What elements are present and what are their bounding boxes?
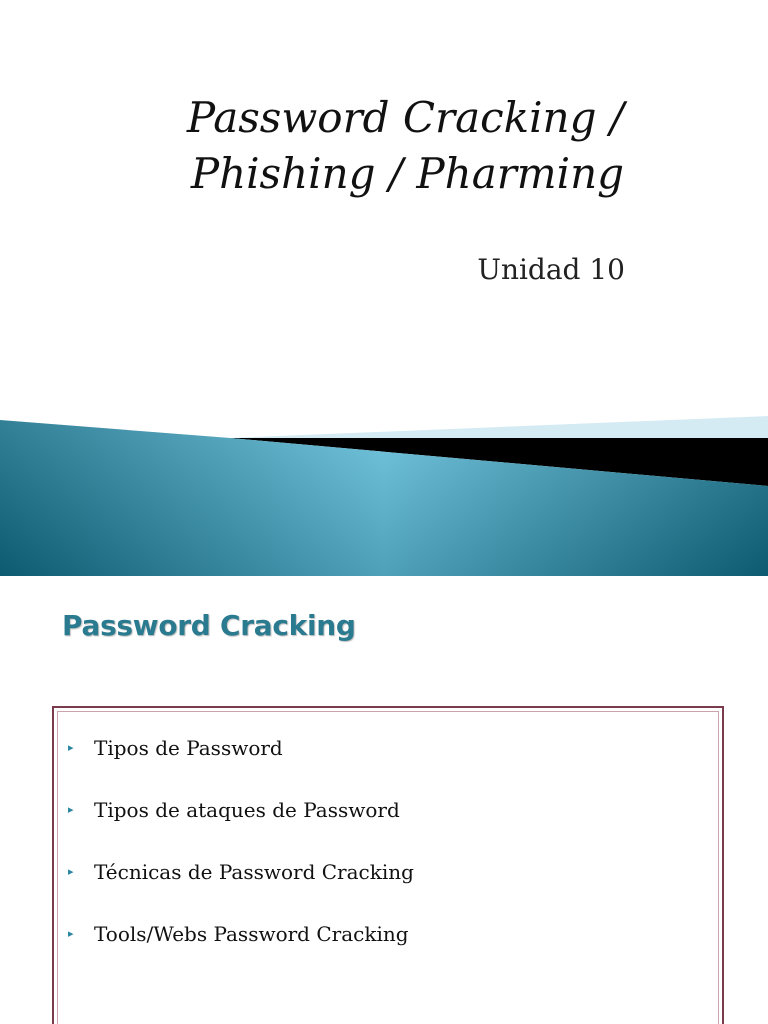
decorative-band xyxy=(0,412,768,576)
triangle-right-icon: ▸ xyxy=(68,865,74,878)
slide-title-line-1: Password Cracking / xyxy=(186,93,624,142)
triangle-right-icon: ▸ xyxy=(68,741,74,754)
slide-heading: Password Cracking xyxy=(62,609,356,642)
list-item xyxy=(68,860,414,922)
triangle-right-icon: ▸ xyxy=(68,927,74,940)
band-light-sliver xyxy=(230,416,768,438)
bullet-list xyxy=(68,736,414,984)
list-item-label: Tipos de ataques de Password xyxy=(94,798,400,822)
list-item xyxy=(68,922,414,984)
slide-title xyxy=(104,90,624,202)
list-item-label: Tipos de Password xyxy=(94,736,283,760)
list-item xyxy=(68,798,414,860)
list-item-label: Técnicas de Password Cracking xyxy=(94,860,414,884)
list-item-label: Tools/Webs Password Cracking xyxy=(94,922,409,946)
slide-title-line-2: Phishing / Pharming xyxy=(190,149,624,198)
content-slide xyxy=(0,576,768,1024)
slide-subtitle: Unidad 10 xyxy=(477,253,625,286)
triangle-right-icon: ▸ xyxy=(68,803,74,816)
list-item xyxy=(68,736,414,798)
